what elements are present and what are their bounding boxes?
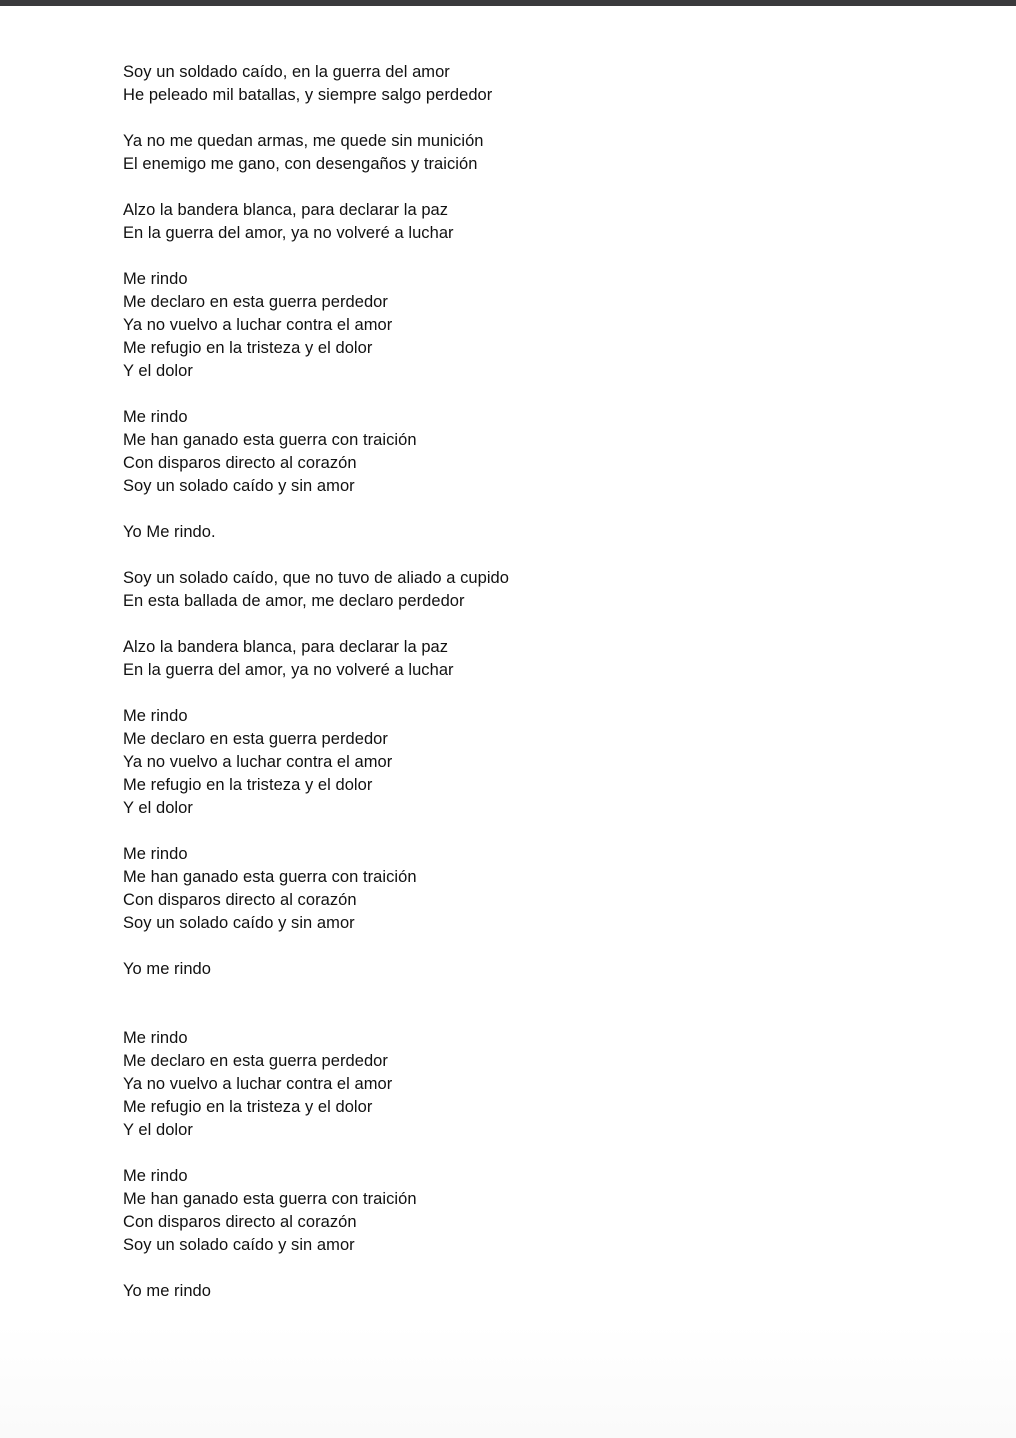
lyric-line: Me refugio en la tristeza y el dolor — [123, 776, 373, 794]
lyric-line: Soy un solado caído y sin amor — [123, 1236, 355, 1254]
lyric-line: Me declaro en esta guerra perdedor — [123, 1052, 388, 1070]
lyric-line: Me declaro en esta guerra perdedor — [123, 730, 388, 748]
lyric-line: Me han ganado esta guerra con traición — [123, 431, 417, 449]
lyric-line: Me rindo — [123, 1167, 188, 1185]
lyric-line: En la guerra del amor, ya no volveré a luchar — [123, 224, 454, 242]
blank-line — [123, 544, 983, 567]
lyric-line: Yo Me rindo. — [123, 523, 216, 541]
blank-line — [123, 1004, 983, 1027]
document-page — [0, 6, 1016, 1438]
lyric-line: Me rindo — [123, 1029, 188, 1047]
lyric-line: Con disparos directo al corazón — [123, 1213, 357, 1231]
lyric-line: Me refugio en la tristeza y el dolor — [123, 1098, 373, 1116]
lyric-line: Con disparos directo al corazón — [123, 454, 357, 472]
blank-line — [123, 981, 983, 1004]
lyric-line: Y el dolor — [123, 799, 193, 817]
blank-line — [123, 1257, 983, 1280]
blank-line — [123, 245, 983, 268]
blank-line — [123, 1142, 983, 1165]
lyric-line: Yo me rindo — [123, 960, 211, 978]
lyric-line: Me rindo — [123, 845, 188, 863]
blank-line — [123, 935, 983, 958]
lyric-line: Me han ganado esta guerra con traición — [123, 868, 417, 886]
lyrics-body — [123, 61, 983, 1303]
blank-line — [123, 107, 983, 130]
lyric-line: Me declaro en esta guerra perdedor — [123, 293, 388, 311]
lyric-line: Me rindo — [123, 270, 188, 288]
lyric-line: Ya no vuelvo a luchar contra el amor — [123, 316, 393, 334]
blank-line — [123, 613, 983, 636]
lyric-line: Ya no vuelvo a luchar contra el amor — [123, 753, 393, 771]
blank-line — [123, 498, 983, 521]
lyric-line: Me rindo — [123, 707, 188, 725]
lyric-line: Soy un solado caído y sin amor — [123, 477, 355, 495]
lyric-line: Alzo la bandera blanca, para declarar la paz — [123, 638, 449, 656]
lyric-line: Soy un soldado caído, en la guerra del amor — [123, 63, 450, 81]
lyric-line: Alzo la bandera blanca, para declarar la paz — [123, 201, 449, 219]
lyric-line: Me rindo — [123, 408, 188, 426]
blank-line — [123, 820, 983, 843]
blank-line — [123, 176, 983, 199]
lyric-line: Con disparos directo al corazón — [123, 891, 357, 909]
blank-line — [123, 383, 983, 406]
lyric-line: Me refugio en la tristeza y el dolor — [123, 339, 373, 357]
lyric-line: Ya no me quedan armas, me quede sin munición — [123, 132, 484, 150]
lyric-line: En la guerra del amor, ya no volveré a luchar — [123, 661, 454, 679]
lyric-line: Soy un solado caído, que no tuvo de aliado a cupido — [123, 569, 510, 587]
lyric-line: Yo me rindo — [123, 1282, 211, 1300]
lyric-line: He peleado mil batallas, y siempre salgo perdedor — [123, 86, 493, 104]
lyric-line: Soy un solado caído y sin amor — [123, 914, 355, 932]
lyric-line: El enemigo me gano, con desengaños y traición — [123, 155, 478, 173]
lyric-line: En esta ballada de amor, me declaro perdedor — [123, 592, 465, 610]
lyric-line: Y el dolor — [123, 1121, 193, 1139]
lyric-line: Me han ganado esta guerra con traición — [123, 1190, 417, 1208]
lyric-line: Y el dolor — [123, 362, 193, 380]
lyric-line: Ya no vuelvo a luchar contra el amor — [123, 1075, 393, 1093]
blank-line — [123, 682, 983, 705]
